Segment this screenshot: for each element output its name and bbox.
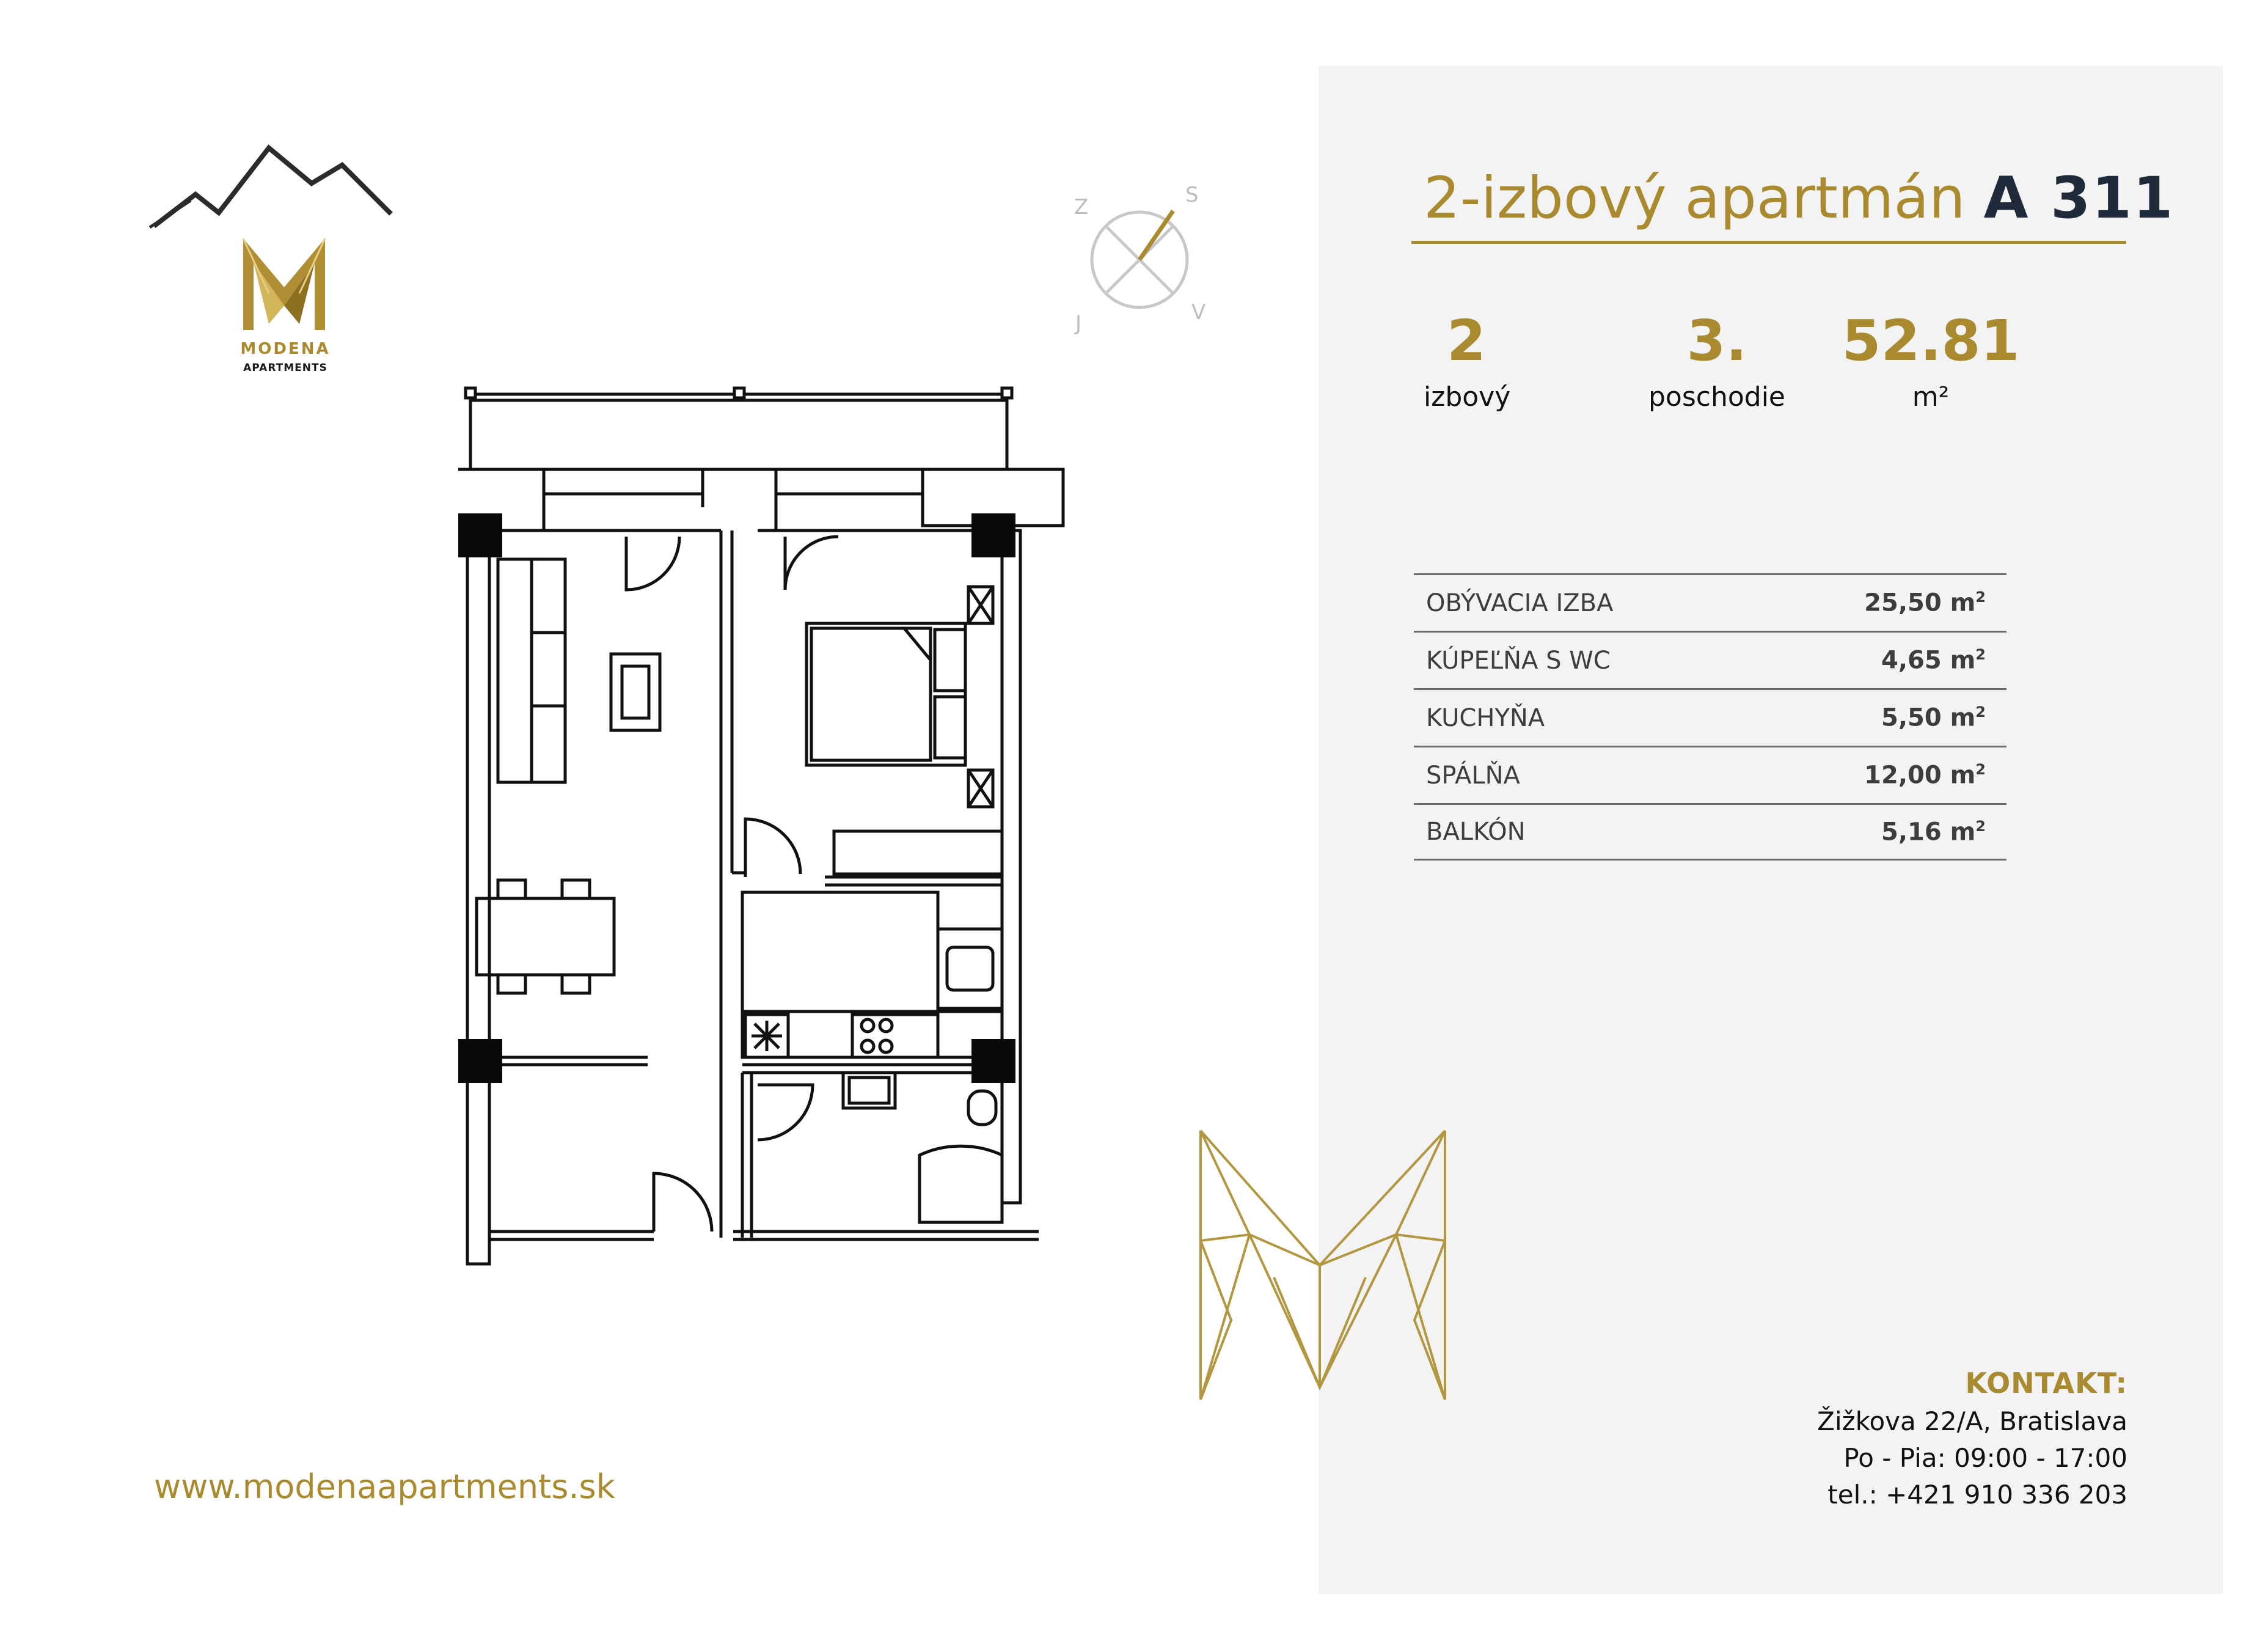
website-link[interactable]: www.modenaapartments.sk [154,1467,615,1506]
room-area: 5,16 $m^2$ [1881,817,1986,846]
contact-phone[interactable]: tel.: +421 910 336 203 [1827,1480,2127,1510]
decorative-m-icon [1194,1125,1451,1406]
room-area-table [1414,573,2006,861]
stat-rooms-value: 2 [1446,308,1486,373]
room-area: 4,65 $m^2$ [1881,646,1986,675]
contact-heading: KONTAKT: [1965,1367,2127,1400]
title-underline [1411,241,2126,244]
room-area: 12,00 $m^2$ [1864,761,1986,790]
logo-line2: APARTMENTS [243,362,327,374]
stat-rooms [1424,310,1509,414]
room-name: BALKÓN [1426,818,1526,846]
floor-plan [452,379,1088,1277]
contact-hours: Po - Pia: 09:00 - 17:00 [1843,1443,2127,1473]
compass-north: S [1185,183,1199,207]
room-area: 25,50 $m^2$ [1864,589,1986,617]
stat-area-label: m² [1912,381,1950,413]
contact-address: Žižkova 22/A, Bratislava [1817,1406,2127,1436]
apartment-title [1424,165,2174,232]
stat-area [1836,310,2025,414]
room-name: KUCHYŇA [1426,703,1545,732]
room-name: KÚPEĽŇA S WC [1426,646,1611,675]
compass-east: V [1191,300,1206,325]
room-name: SPÁLŇA [1426,761,1520,790]
stat-rooms-label: izbový [1424,381,1511,413]
compass-south: J [1075,311,1082,336]
stat-floor [1637,310,1796,414]
apartment-code: A 311 [1983,165,2175,232]
room-name: OBÝVACIA IZBA [1426,589,1614,617]
room-area: 5,50 $m^2$ [1881,703,1986,732]
table-row [1414,746,2006,803]
compass-icon [1063,183,1222,342]
table-row [1414,573,2006,631]
contact-block [1817,1363,2127,1513]
logo-line1: MODENA [240,340,331,358]
stat-floor-label: poschodie [1648,381,1785,413]
table-row [1414,631,2006,688]
compass-west: Z [1074,195,1089,219]
apartment-type: 2-izbový apartmán [1424,165,1966,232]
table-row [1414,803,2006,861]
stat-area-value: 52.81 [1842,308,2020,373]
table-row [1414,688,2006,746]
stat-floor-value: 3. [1686,308,1747,373]
